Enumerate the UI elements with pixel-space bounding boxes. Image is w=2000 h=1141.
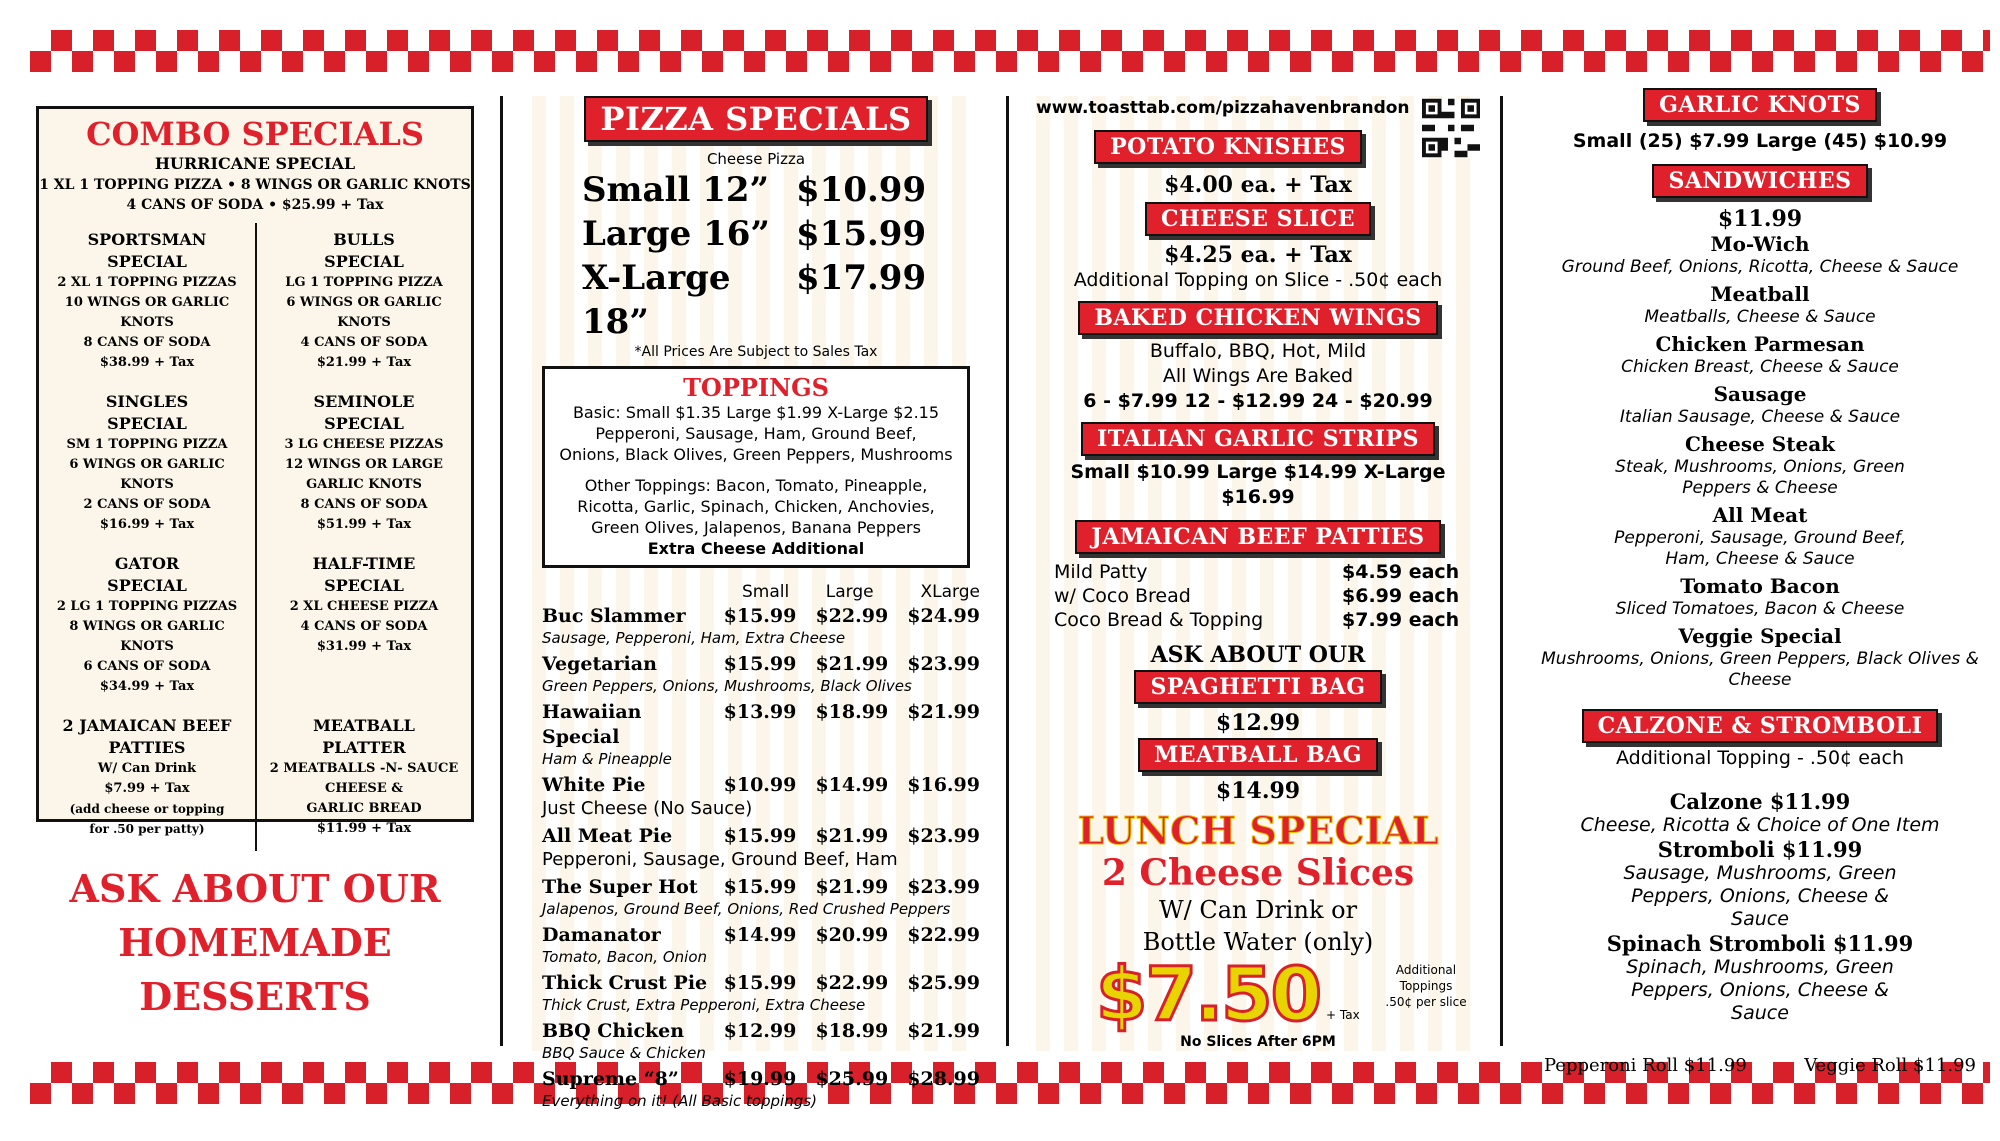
patties-title: JAMAICAN BEEF PATTIES xyxy=(1075,520,1440,554)
toppings-title: TOPPINGS xyxy=(683,373,829,402)
patty-row: Coco Bread & Topping $7.99 each xyxy=(1054,609,1460,631)
combo-special: 2 JAMAICAN BEEF PATTIES W/ Can Drink $7.99 + Tax (add cheese or topping for .50 per patty) xyxy=(62,716,232,836)
patty-row: Mild Patty $4.59 each xyxy=(1054,561,1460,583)
cheese-slice-title: CHEESE SLICE xyxy=(1145,202,1371,236)
pizza-item: Hawaiian Special $13.99 $18.99 $21.99 Ham & Pineapple xyxy=(542,701,980,768)
calzone-item: Calzone $11.99 Cheese, Ricotta & Choice of One Item xyxy=(1580,789,1940,836)
calzone-item: Spinach Stromboli $11.99 Spinach, Mushrooms, Green Peppers, Onions, Cheese & Sauce xyxy=(1606,931,1914,1024)
lunch-price-area xyxy=(1036,952,1480,1038)
lunch-price: $7.50 xyxy=(1096,952,1321,1038)
order-url[interactable]: www.toasttab.com/pizzahavenbrandon xyxy=(1036,98,1410,118)
pizza-list xyxy=(532,604,980,1111)
combo-specials-box xyxy=(36,106,474,836)
lunch-tax: + Tax xyxy=(1326,1008,1360,1022)
patty-row: w/ Coco Bread $6.99 each xyxy=(1054,585,1460,607)
combo-special: SINGLES SPECIAL SM 1 TOPPING PIZZA 6 WINGS OR GARLIC KNOTS 2 CANS OF SODA $16.99 + Tax xyxy=(66,392,228,532)
pepperoni-roll: Pepperoni Roll $11.99 xyxy=(1544,1055,1747,1076)
sandwich-column xyxy=(1530,92,1990,1076)
combo-special: BULLS SPECIAL LG 1 TOPPING PIZZA 6 WINGS OR GARLIC KNOTS 4 CANS OF SODA $21.99 + Tax xyxy=(255,223,471,385)
pizza-item: Supreme “8” $19.99 $25.99 $28.99 Everything on it! (All Basic toppings) xyxy=(542,1068,980,1110)
patty-list xyxy=(1036,560,1480,632)
potato-knishes-title: POTATO KNISHES xyxy=(1094,130,1362,164)
size-row: Large 16” $15.99 xyxy=(582,214,927,254)
combo-special: SPORTSMAN SPECIAL 2 XL 1 TOPPING PIZZAS 10 WINGS OR GARLIC KNOTS 8 CANS OF SODA $38.99 + Tax xyxy=(57,230,237,370)
divider xyxy=(1500,96,1503,1046)
sandwich-list xyxy=(1530,232,1990,691)
veggie-roll: Veggie Roll $11.99 xyxy=(1804,1055,1976,1076)
divider xyxy=(1006,96,1009,1046)
qr-code-icon xyxy=(1422,92,1480,164)
hurricane-line1: 1 XL 1 TOPPING PIZZA • 8 WINGS OR GARLIC KNOTS xyxy=(39,177,471,193)
pizza-item: White Pie $10.99 $14.99 $16.99 Just Cheese (No Sauce) xyxy=(542,774,980,819)
calzone-item: Stromboli $11.99 Sausage, Mushrooms, Green Peppers, Onions, Cheese & Sauce xyxy=(1623,837,1897,930)
pizza-item: BBQ Chicken $12.99 $18.99 $21.99 BBQ Sauce & Chicken xyxy=(542,1020,980,1062)
lunch-special-title: LUNCH SPECIAL xyxy=(1077,808,1439,853)
meatball-bag-price: $14.99 xyxy=(1215,778,1301,804)
potato-knishes-price: $4.00 ea. + Tax xyxy=(1164,172,1352,198)
calzone-list xyxy=(1530,789,1990,1025)
spaghetti-bag-title: SPAGHETTI BAG xyxy=(1134,670,1381,704)
calzone-note: Additional Topping - .50¢ each xyxy=(1615,747,1905,769)
size-row: Small 12” $10.99 xyxy=(582,170,927,210)
pizza-column xyxy=(532,96,980,1110)
garlic-strips-title: ITALIAN GARLIC STRIPS xyxy=(1081,422,1435,456)
sandwich-item: Meatball Meatballs, Cheese & Sauce xyxy=(1644,282,1876,327)
lunch-footer: No Slices After 6PM xyxy=(1180,1034,1336,1050)
combo-special: SEMINOLE SPECIAL 3 LG CHEESE PIZZAS 12 WINGS OR LARGE GARLIC KNOTS 8 CANS OF SODA $51.99 + Tax xyxy=(255,385,471,547)
hurricane-line2: 4 CANS OF SODA • $25.99 + Tax xyxy=(126,197,384,213)
price-headers: Small Large XLarge xyxy=(742,582,980,602)
wings-title: BAKED CHICKEN WINGS xyxy=(1078,301,1437,335)
sandwich-item: Cheese Steak Steak, Mushrooms, Onions, Green Peppers & Cheese xyxy=(1615,432,1905,498)
pizza-subtitle: Cheese Pizza xyxy=(706,150,806,168)
pizza-specials-title: PIZZA SPECIALS xyxy=(584,96,927,142)
sandwich-item: Sausage Italian Sausage, Cheese & Sauce xyxy=(1619,382,1901,427)
sandwiches-price: $11.99 xyxy=(1717,206,1803,232)
cheese-slice-price: $4.25 ea. + Tax xyxy=(1164,242,1352,268)
pizza-item: Vegetarian $15.99 $21.99 $23.99 Green Peppers, Onions, Mushrooms, Black Olives xyxy=(542,653,980,695)
sides-column: www.toasttab.com/pizzahavenbrandon POTATO KNISHES $4.00 ea. + Tax CHEESE SLICE $4.25 ea. + Tax Additional Topping on Slice - .50¢ each BAKED CHICKEN WINGS Buffalo, BBQ, Hot, Mild All Wings Are Baked 6 - $7.99 12 - $12.99 24 - $20.99 ITALIAN GARLIC STRIPS Small $10.99 Large $14.99 X-Large $16.99 JAMAICAN BEEF PATTIES Mild Patty $4.59 each w/ Coco Bread $6.99 each Coco Bread & Topping $7.99 each ASK ABOUT OUR SPAGHETTI BAG $12.99 MEATBALL BAG $14.99 LUNCH SPECIAL 2 Cheese Slices W/ Can Drink or Bottle Water (only) $7.50 + Tax Additional Toppings .50¢ per slice No Slices After 6PM xyxy=(1036,96,1480,1051)
combo-title: COMBO SPECIALS xyxy=(86,115,424,153)
meatball-bag-title: MEATBALL BAG xyxy=(1138,738,1378,772)
ask-about: ASK ABOUT OUR xyxy=(1150,642,1366,668)
garlic-knots-title: GARLIC KNOTS xyxy=(1643,88,1877,122)
sandwich-item: Veggie Special Mushrooms, Onions, Green Peppers, Black Olives & Cheese xyxy=(1541,624,1979,690)
tax-note: *All Prices Are Subject to Sales Tax xyxy=(634,344,878,360)
slice-topping-note: Additional Topping on Slice - .50¢ each xyxy=(1073,269,1443,291)
wings-prices: 6 - $7.99 12 - $12.99 24 - $20.99 xyxy=(1083,390,1433,412)
pizza-item: The Super Hot $15.99 $21.99 $23.99 Jalapenos, Ground Beef, Onions, Red Crushed Peppers xyxy=(542,876,980,918)
pizza-item: All Meat Pie $15.99 $21.99 $23.99 Pepperoni, Sausage, Ground Beef, Ham xyxy=(542,825,980,870)
combo-special: HALF-TIME SPECIAL 2 XL CHEESE PIZZA 4 CANS OF SODA $31.99 + Tax xyxy=(255,547,471,709)
toppings-box: TOPPINGS Basic: Small $1.35 Large $1.99 X-Large $2.15 Pepperoni, Sausage, Ham, Ground Beef, Onions, Black Olives, Green Peppers, Mushrooms Other Toppings: Bacon, Tomato, Pineapple, Ricotta, Garlic, Spinach, Chicken, Anchovies, Green Olives, Jalapenos, Banana Peppers Extra Cheese Additional xyxy=(542,366,970,568)
size-row: X-Large 18” $17.99 xyxy=(582,258,927,342)
combo-special: MEATBALL PLATTER 2 MEATBALLS -N- SAUCE CHEESE & GARLIC BREAD $11.99 + Tax xyxy=(255,709,471,851)
sandwich-item: Tomato Bacon Sliced Tomatoes, Bacon & Cheese xyxy=(1615,574,1905,619)
pizza-item: Damanator $14.99 $20.99 $22.99 Tomato, Bacon, Onion xyxy=(542,924,980,966)
rolls-row xyxy=(1530,1055,1990,1076)
calzone-title: CALZONE & STROMBOLI xyxy=(1582,709,1939,743)
checker-border-top xyxy=(30,30,1990,72)
sandwich-item: Mo-Wich Ground Beef, Onions, Ricotta, Cheese & Sauce xyxy=(1561,232,1959,277)
garlic-strips-prices: Small $10.99 Large $14.99 X-Large $16.99 xyxy=(1070,461,1446,508)
combo-grid xyxy=(39,223,471,851)
sandwiches-title: SANDWICHES xyxy=(1652,164,1867,198)
combo-special: GATOR SPECIAL 2 LG 1 TOPPING PIZZAS 8 WINGS OR GARLIC KNOTS 6 CANS OF SODA $34.99 + Tax xyxy=(56,554,238,694)
hurricane-title: HURRICANE SPECIAL xyxy=(154,154,356,173)
pizza-item: Buc Slammer $15.99 $22.99 $24.99 Sausage, Pepperoni, Ham, Extra Cheese xyxy=(542,605,980,647)
sandwich-item: Chicken Parmesan Chicken Breast, Cheese & Sauce xyxy=(1621,332,1899,377)
lunch-topping-note: Additional Toppings .50¢ per slice xyxy=(1385,963,1467,1009)
divider xyxy=(500,96,503,1046)
spaghetti-bag-price: $12.99 xyxy=(1215,710,1301,736)
pizza-item: Thick Crust Pie $15.99 $22.99 $25.99 Thick Crust, Extra Pepperoni, Extra Cheese xyxy=(542,972,980,1014)
lunch-line1: 2 Cheese Slices xyxy=(1101,852,1415,894)
desserts-banner: ASK ABOUT OUR HOMEMADE DESSERTS xyxy=(69,866,441,1019)
garlic-knots-prices: Small (25) $7.99 Large (45) $10.99 xyxy=(1572,130,1948,152)
sandwich-item: All Meat Pepperoni, Sausage, Ground Beef, Ham, Cheese & Sauce xyxy=(1614,503,1906,569)
